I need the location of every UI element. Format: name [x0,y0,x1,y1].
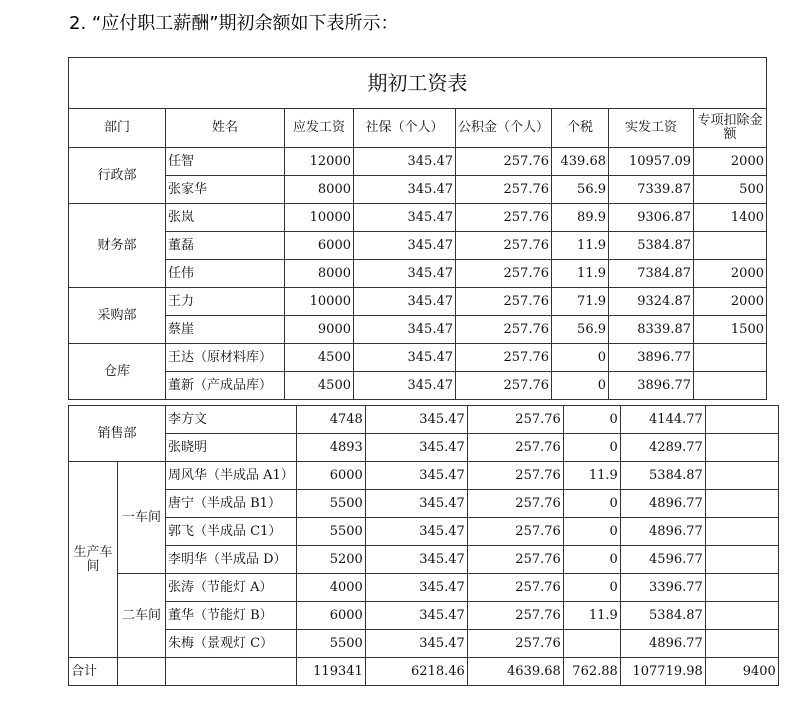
table-row [69,288,767,316]
fund-cell: 257.76 [467,574,563,602]
tax-cell: 0 [563,546,620,574]
table-row [69,574,779,602]
net-cell: 4144.77 [620,406,705,434]
workshop-cell: 一车间 [118,462,166,574]
gross-cell: 5200 [296,546,365,574]
total-social: 6218.46 [365,658,467,686]
social-cell: 345.47 [365,490,467,518]
social-cell: 345.47 [354,232,456,260]
deduction-cell: 2000 [694,260,767,288]
section-heading: 2. “应付职工薪酬”期初余额如下表所示： [69,13,399,34]
header-deduction: 专项扣除金额 [694,109,767,148]
table-row [69,176,767,204]
social-cell: 345.47 [365,546,467,574]
gross-cell: 9000 [285,316,354,344]
social-cell: 345.47 [354,148,456,176]
salary-table-part-2 [68,405,779,686]
deduction-cell [694,344,767,372]
dept-cell: 仓库 [69,344,166,400]
name-cell: 蔡崖 [166,316,285,344]
total-label: 合计 [69,658,118,686]
name-cell: 任智 [166,148,285,176]
name-cell: 朱梅（景观灯 C） [166,630,297,658]
tax-cell: 0 [552,344,609,372]
tax-cell: 0 [552,372,609,400]
dept-cell: 销售部 [69,406,166,462]
fund-cell: 257.76 [456,204,552,232]
table-row [69,462,779,490]
deduction-cell [705,546,778,574]
fund-cell: 257.76 [467,602,563,630]
net-cell: 3896.77 [609,372,694,400]
tax-cell: 0 [563,490,620,518]
tax-cell: 71.9 [552,288,609,316]
fund-cell: 257.76 [456,260,552,288]
name-cell: 董新（产成品库） [166,372,285,400]
table-title: 期初工资表 [69,58,767,109]
table-row [69,602,779,630]
gross-cell: 5500 [296,630,365,658]
fund-cell: 257.76 [467,490,563,518]
social-cell: 345.47 [354,288,456,316]
name-cell: 周风华（半成品 A1） [166,462,297,490]
net-cell: 5384.87 [609,232,694,260]
name-cell: 张涛（节能灯 A） [166,574,297,602]
dept-cell: 采购部 [69,288,166,344]
gross-cell: 6000 [296,462,365,490]
header-net: 实发工资 [609,109,694,148]
table-row [69,260,767,288]
deduction-cell [705,462,778,490]
fund-cell: 257.76 [456,316,552,344]
deduction-cell: 1400 [694,204,767,232]
name-cell: 王达（原材料库） [166,344,285,372]
net-cell: 3896.77 [609,344,694,372]
deduction-cell: 500 [694,176,767,204]
social-cell: 345.47 [365,406,467,434]
net-cell: 7384.87 [609,260,694,288]
gross-cell: 8000 [285,260,354,288]
deduction-cell [705,602,778,630]
tax-cell: 0 [563,434,620,462]
total-tax: 762.88 [563,658,620,686]
table-row [69,490,779,518]
tax-cell: 11.9 [552,232,609,260]
total-row [69,658,779,686]
tax-cell: 439.68 [552,148,609,176]
name-cell: 张家华 [166,176,285,204]
fund-cell: 257.76 [456,288,552,316]
tax-cell: 11.9 [563,602,620,630]
gross-cell: 12000 [285,148,354,176]
gross-cell: 4748 [296,406,365,434]
net-cell: 9324.87 [609,288,694,316]
net-cell: 4896.77 [620,518,705,546]
fund-cell: 257.76 [467,546,563,574]
table-row [69,344,767,372]
dept-cell: 行政部 [69,148,166,204]
name-cell: 郭飞（半成品 C1） [166,518,297,546]
social-cell: 345.47 [365,574,467,602]
social-cell: 345.47 [354,176,456,204]
deduction-cell [705,630,778,658]
fund-cell: 257.76 [456,344,552,372]
total-gross: 119341 [296,658,365,686]
social-cell: 345.47 [365,434,467,462]
total-fund: 4639.68 [467,658,563,686]
tax-cell: 11.9 [563,462,620,490]
fund-cell: 257.76 [456,176,552,204]
header-tax: 个税 [552,109,609,148]
name-cell: 唐宁（半成品 B1） [166,490,297,518]
name-cell: 李方文 [166,406,297,434]
total-deduction: 9400 [705,658,778,686]
fund-cell: 257.76 [467,630,563,658]
table-row [69,630,779,658]
total-net: 107719.98 [620,658,705,686]
social-cell: 345.47 [354,204,456,232]
tax-cell: 0 [563,574,620,602]
table-row [69,232,767,260]
gross-cell: 4893 [296,434,365,462]
dept-cell: 生产车间 [69,462,118,658]
table-row [69,434,779,462]
fund-cell: 257.76 [456,148,552,176]
deduction-cell: 2000 [694,288,767,316]
table-row [69,316,767,344]
net-cell: 4289.77 [620,434,705,462]
net-cell: 10957.09 [609,148,694,176]
name-cell: 张岚 [166,204,285,232]
fund-cell: 257.76 [467,518,563,546]
gross-cell: 10000 [285,288,354,316]
deduction-cell [705,406,778,434]
social-cell: 345.47 [365,518,467,546]
fund-cell: 257.76 [456,372,552,400]
social-cell: 345.47 [354,344,456,372]
fund-cell: 257.76 [467,462,563,490]
deduction-cell [705,574,778,602]
tax-cell: 11.9 [552,260,609,288]
deduction-cell [705,490,778,518]
net-cell: 9306.87 [609,204,694,232]
tax-cell: 89.9 [552,204,609,232]
table-row [69,204,767,232]
social-cell: 345.47 [365,630,467,658]
workshop-cell: 二车间 [118,574,166,658]
deduction-cell: 2000 [694,148,767,176]
gross-cell: 4500 [285,344,354,372]
name-cell: 董华（节能灯 B） [166,602,297,630]
gross-cell: 10000 [285,204,354,232]
header-name: 姓名 [166,109,285,148]
header-fund: 公积金（个人） [456,109,552,148]
net-cell: 7339.87 [609,176,694,204]
tax-cell: 0 [563,406,620,434]
net-cell: 4896.77 [620,630,705,658]
deduction-cell [705,518,778,546]
social-cell: 345.47 [354,260,456,288]
table-row [69,518,779,546]
deduction-cell: 1500 [694,316,767,344]
net-cell: 4896.77 [620,490,705,518]
name-cell: 王力 [166,288,285,316]
net-cell: 5384.87 [620,462,705,490]
header-gross: 应发工资 [285,109,354,148]
net-cell: 3396.77 [620,574,705,602]
gross-cell: 5500 [296,490,365,518]
net-cell: 4596.77 [620,546,705,574]
tax-cell: 56.9 [552,176,609,204]
net-cell: 8339.87 [609,316,694,344]
empty-cell [166,658,297,686]
header-social: 社保（个人） [354,109,456,148]
header-dept: 部门 [69,109,166,148]
gross-cell: 4000 [296,574,365,602]
tax-cell: 0 [563,518,620,546]
tax-cell: 56.9 [552,316,609,344]
name-cell: 李明华（半成品 D） [166,546,297,574]
social-cell: 345.47 [354,372,456,400]
name-cell: 张晓明 [166,434,297,462]
fund-cell: 257.76 [456,232,552,260]
name-cell: 任伟 [166,260,285,288]
gross-cell: 5500 [296,518,365,546]
deduction-cell [705,434,778,462]
fund-cell: 257.76 [467,434,563,462]
table-row [69,372,767,400]
social-cell: 345.47 [354,316,456,344]
empty-cell [118,658,166,686]
table-row [69,546,779,574]
net-cell: 5384.87 [620,602,705,630]
gross-cell: 6000 [285,232,354,260]
table-row [69,406,779,434]
dept-cell: 财务部 [69,204,166,288]
deduction-cell [694,372,767,400]
gross-cell: 4500 [285,372,354,400]
salary-table-part-1 [68,57,767,400]
social-cell: 345.47 [365,462,467,490]
table-row [69,148,767,176]
gross-cell: 8000 [285,176,354,204]
deduction-cell [694,232,767,260]
tax-cell [563,630,620,658]
name-cell: 董磊 [166,232,285,260]
social-cell: 345.47 [365,602,467,630]
fund-cell: 257.76 [467,406,563,434]
gross-cell: 6000 [296,602,365,630]
